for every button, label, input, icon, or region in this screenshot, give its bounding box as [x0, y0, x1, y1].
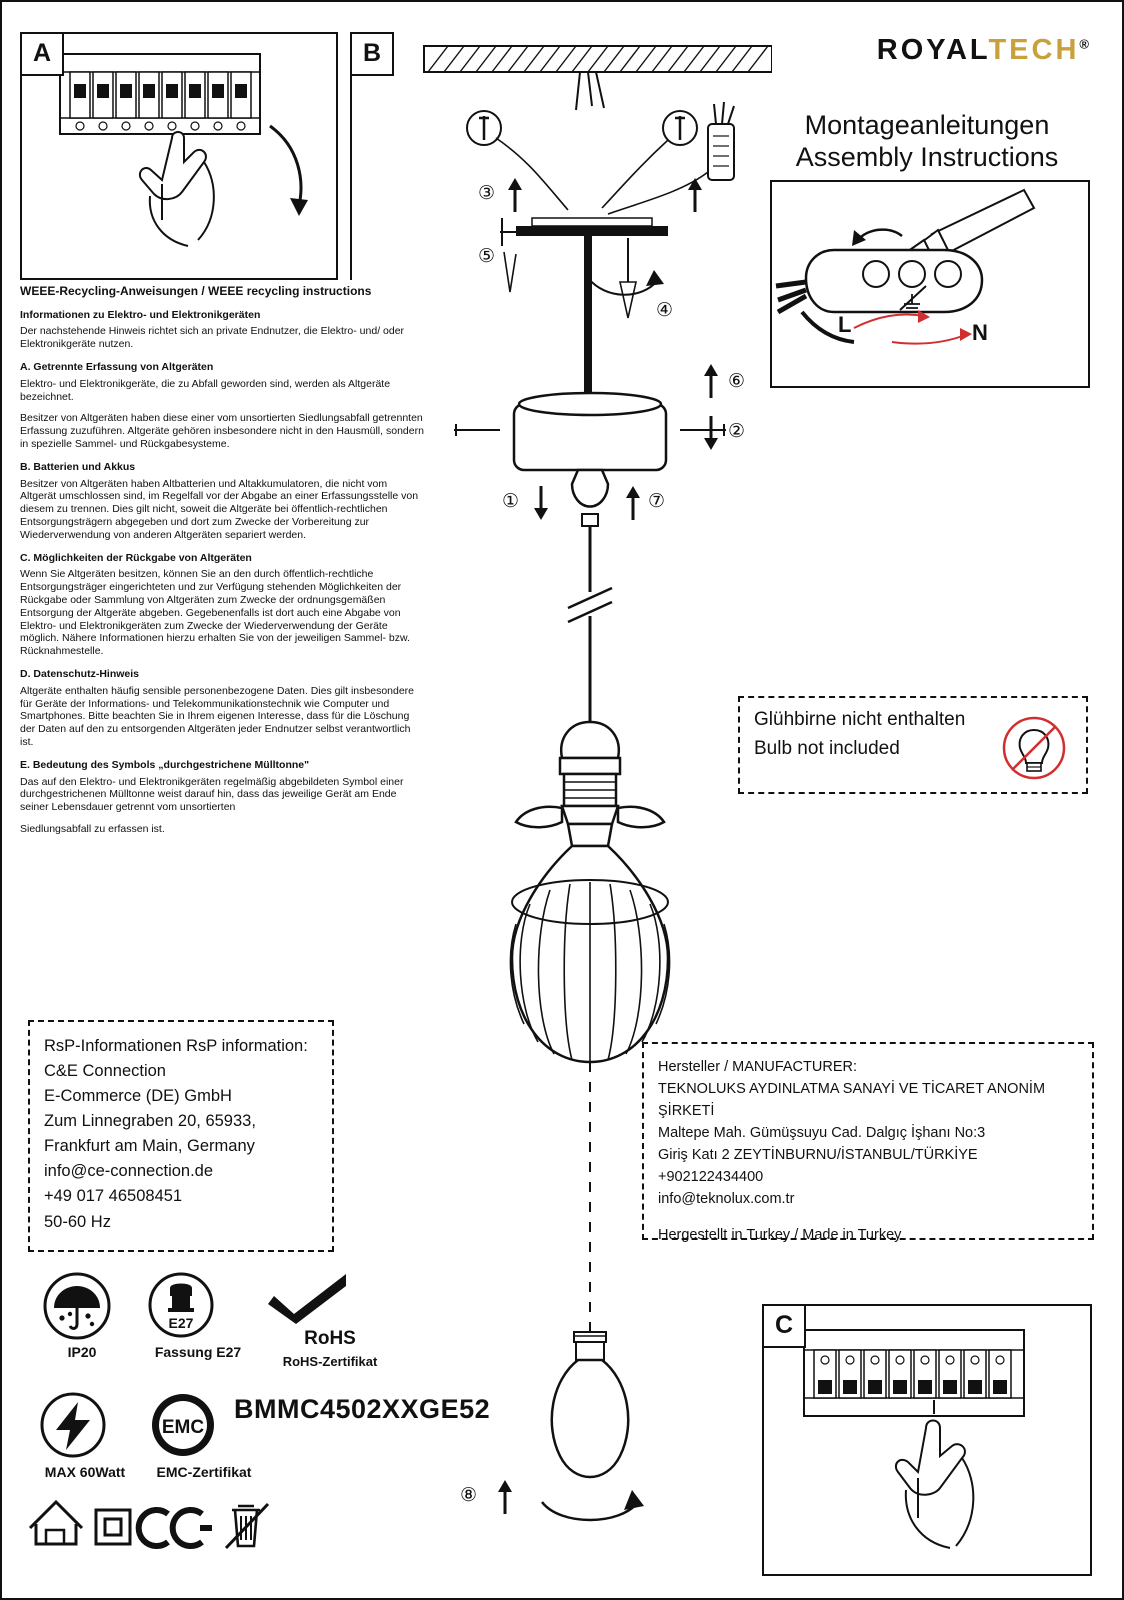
step-marker-3: ③ [478, 183, 496, 204]
weee-heading: WEEE-Recycling-Anweisungen / WEEE recycling instructions [20, 284, 372, 298]
rohs-caption: RoHS-Zertifikat [282, 1354, 378, 1369]
ip20-cell [34, 1270, 130, 1360]
panel-c-diagram [762, 1304, 1092, 1576]
indoor-use-icon [30, 1502, 82, 1544]
bulb-notice-en: Bulb not included [754, 737, 900, 759]
svg-text:EMC: EMC [161, 1417, 205, 1438]
manufacturer-spacer [658, 1210, 1078, 1224]
lamp-holder-caption: Fassung E27 [154, 1344, 242, 1360]
page-title-de: Montageanleitungen [804, 110, 1050, 140]
ip20-caption: IP20 [67, 1344, 97, 1360]
footer-marks [22, 1484, 272, 1550]
breaker-panel-on-illustration [764, 1306, 1090, 1574]
manufacturer-made-in: Hergestellt in Turkey / Made in Turkey [658, 1227, 902, 1244]
rsp-phone: +49 017 46508451 [44, 1187, 183, 1206]
rohs-label: RoHS [304, 1328, 356, 1349]
weee-section-e-p2: Siedlungsabfall zu erfassen ist. [20, 822, 165, 835]
step-arrow-2 [702, 416, 720, 450]
panel-c-badge: C [762, 1304, 806, 1348]
weee-section-e-title: E. Bedeutung des Symbols „durchgestrichene Mülltonne" [20, 758, 310, 771]
weee-section-e-p1: Das auf den Elektro- und Elektronikgeräten regelmäßig abgebildeten Symbol einer durchgestrichenen Mülltonne weist darauf hin, dass das jeweilige Gerät am Ende seiner Lebensdauer getrennt vom unsortierten [20, 775, 404, 814]
weee-section-a-p2: Besitzer von Altgeräten haben diese einer vom unsortierten Siedlungsabfall getrennten Erfassung zuzuführen. Altgeräte gehören insbesondere nicht in den Hausmüll, sondern in spezielle Sammel- und Rückgabesysteme. [20, 412, 424, 450]
weee-recycling-text [20, 284, 424, 944]
panel-a-diagram [20, 32, 338, 280]
manufacturer-address-1: Maltepe Mah. Gümüşsuyu Cad. Dalgıç İşhanı No:3 [658, 1125, 986, 1142]
breaker-panel-off-illustration [22, 34, 336, 278]
brand-name-part1: ROYAL [876, 34, 989, 66]
weee-subheading: Informationen zu Elektro- und Elektronikgeräten [20, 308, 261, 321]
manufacturer-box [642, 1042, 1094, 1244]
step-arrow-7 [624, 486, 642, 520]
weee-section-a-title: A. Getrennte Erfassung von Altgeräten [20, 361, 214, 374]
emc-caption: EMC-Zertifikat [156, 1464, 252, 1480]
bulb-notice-de: Glühbirne nicht enthalten [754, 709, 966, 730]
manufacturer-company: TEKNOLUKS AYDINLATMA SANAYİ VE TİCARET ANONİM ŞİRKETİ [658, 1081, 1046, 1120]
step-arrow-6 [702, 364, 720, 398]
no-bulb-icon [992, 708, 1076, 786]
weee-section-b-title: B. Batterien und Akkus [20, 460, 136, 473]
brand-name-part2: TECH [988, 34, 1080, 66]
panel-a-badge: A [20, 32, 64, 76]
manufacturer-email: info@teknolux.com.tr [658, 1191, 795, 1208]
max-watt-icon [30, 1390, 116, 1460]
panel-b-badge: B [350, 32, 394, 76]
page-title-en: Assembly Instructions [795, 142, 1059, 172]
manufacturer-phone: +902122434400 [658, 1169, 764, 1186]
wiring-detail-box [770, 180, 1090, 388]
lamp-holder-icon [138, 1270, 224, 1340]
brand-logo [802, 34, 1092, 67]
max-watt-caption: MAX 60Watt [44, 1464, 126, 1480]
svg-text:E27: E27 [168, 1315, 194, 1331]
product-sku: BMMC4502XXGE52 [234, 1394, 491, 1424]
rsp-line-4: Frankfurt am Main, Germany [44, 1137, 255, 1156]
class-ii-icon [96, 1510, 130, 1544]
weee-section-c-title: C. Möglichkeiten der Rückgabe von Altgeräten [20, 551, 252, 564]
crossed-bin-icon [226, 1504, 268, 1548]
step-arrow-3 [506, 178, 524, 212]
bulb-not-included-notice [738, 696, 1088, 794]
max-watt-cell [30, 1390, 140, 1480]
step-marker-5: ⑤ [478, 246, 496, 267]
weee-section-d-title: D. Datenschutz-Hinweis [20, 667, 140, 680]
rohs-check-icon [260, 1270, 356, 1324]
rsp-heading: RsP-Informationen RsP information: [44, 1037, 308, 1055]
step-arrow-4 [686, 178, 704, 212]
step-marker-1: ① [502, 491, 520, 512]
weee-section-c-p1: Wenn Sie Altgeräten besitzen, können Sie an den durch öffentlich-rechtliche Entsorgungsträger eingerichteten und zur Verfügung stehenden Möglichkeiten der Rückgabe oder Sammlung von Altgeräten zum Zwecke der ordnungsgemäßen Entsorgung der Altgeräte abgeben. Gegebenenfalls ist dort auch eine Abgabe von Elektro- und Elektronikgeräten zum Zwecke der Wiederverwendung der Geräte möglich. Nähere Informationen hierzu erhalten Sie von der jeweiligen Sammel- bzw. Rücknahmestelle. [20, 568, 410, 658]
ip20-icon [34, 1270, 120, 1340]
weee-intro: Der nachstehende Hinweis richtet sich an private Endnutzer, die Elektro- und/ oder Elektronikgeräte nutzen. [20, 325, 405, 351]
manufacturer-address-2: Giriş Katı 2 ZEYTİNBURNU/İSTANBUL/TÜRKİYE [658, 1147, 978, 1164]
weee-section-b-p1: Besitzer von Altgeräten haben Altbatterien und Altakkumulatoren, die nicht vom Altgerät umschlossen sind, im Regelfall vor der Abgabe an einer Erfassungsstelle von diesem zu trennen. Dies gilt nicht, soweit die Altgeräte bei öffentlich-rechtlichen Entsorgungsträgern abgegeben und dort zum Zwecke der Vorbereitung zur Wiederverwendung von anderen Altgeräten separiert werden. [20, 477, 419, 541]
step-marker-6: ⑥ [728, 371, 746, 392]
weee-section-d-p1: Altgeräte enthalten häufig sensible personenbezogene Daten. Dies gilt insbesondere für Geräte der Informations- und Telekommunikationstechnik wie Computer und Smartphones. Bitte beachten Sie in Ihrem eigenen Interesse, dass für die Löschung der Daten auf den zu entsorgenden Altgeräten jeder Endnutzer selbst verantwortlich ist. [20, 684, 415, 748]
manufacturer-heading: Hersteller / MANUFACTURER: [658, 1059, 857, 1075]
rsp-line-1: C&E Connection [44, 1062, 166, 1081]
rsp-line-3: Zum Linnegraben 20, 65933, [44, 1112, 256, 1131]
rsp-frequency: 50-60 Hz [44, 1212, 111, 1231]
rsp-line-2: E-Commerce (DE) GmbH [44, 1087, 232, 1106]
registered-mark: ® [1079, 36, 1092, 52]
step-arrow-1 [532, 486, 550, 520]
rsp-information-box [28, 1020, 334, 1252]
step-marker-8: ⑧ [460, 1485, 478, 1506]
step-marker-4: ④ [656, 300, 674, 321]
rsp-email: info@ce-connection.de [44, 1162, 214, 1181]
lamp-holder-cell [138, 1270, 258, 1360]
wire-label-neutral: N [972, 320, 988, 345]
panel-b-assembly-illustration [392, 32, 772, 1552]
step-arrow-8 [496, 1480, 514, 1514]
terminal-block-wiring-illustration [772, 182, 1088, 386]
weee-section-a-p1: Elektro- und Elektronikgeräte, die zu Abfall geworden sind, werden als Altgeräte bezeichnet. [20, 377, 391, 403]
emc-icon [140, 1390, 226, 1460]
rohs-cell [260, 1270, 400, 1369]
wire-label-live: L [838, 312, 852, 337]
ce-mark [139, 1510, 212, 1546]
step-marker-7: ⑦ [648, 491, 666, 512]
step-marker-2: ② [728, 421, 746, 442]
